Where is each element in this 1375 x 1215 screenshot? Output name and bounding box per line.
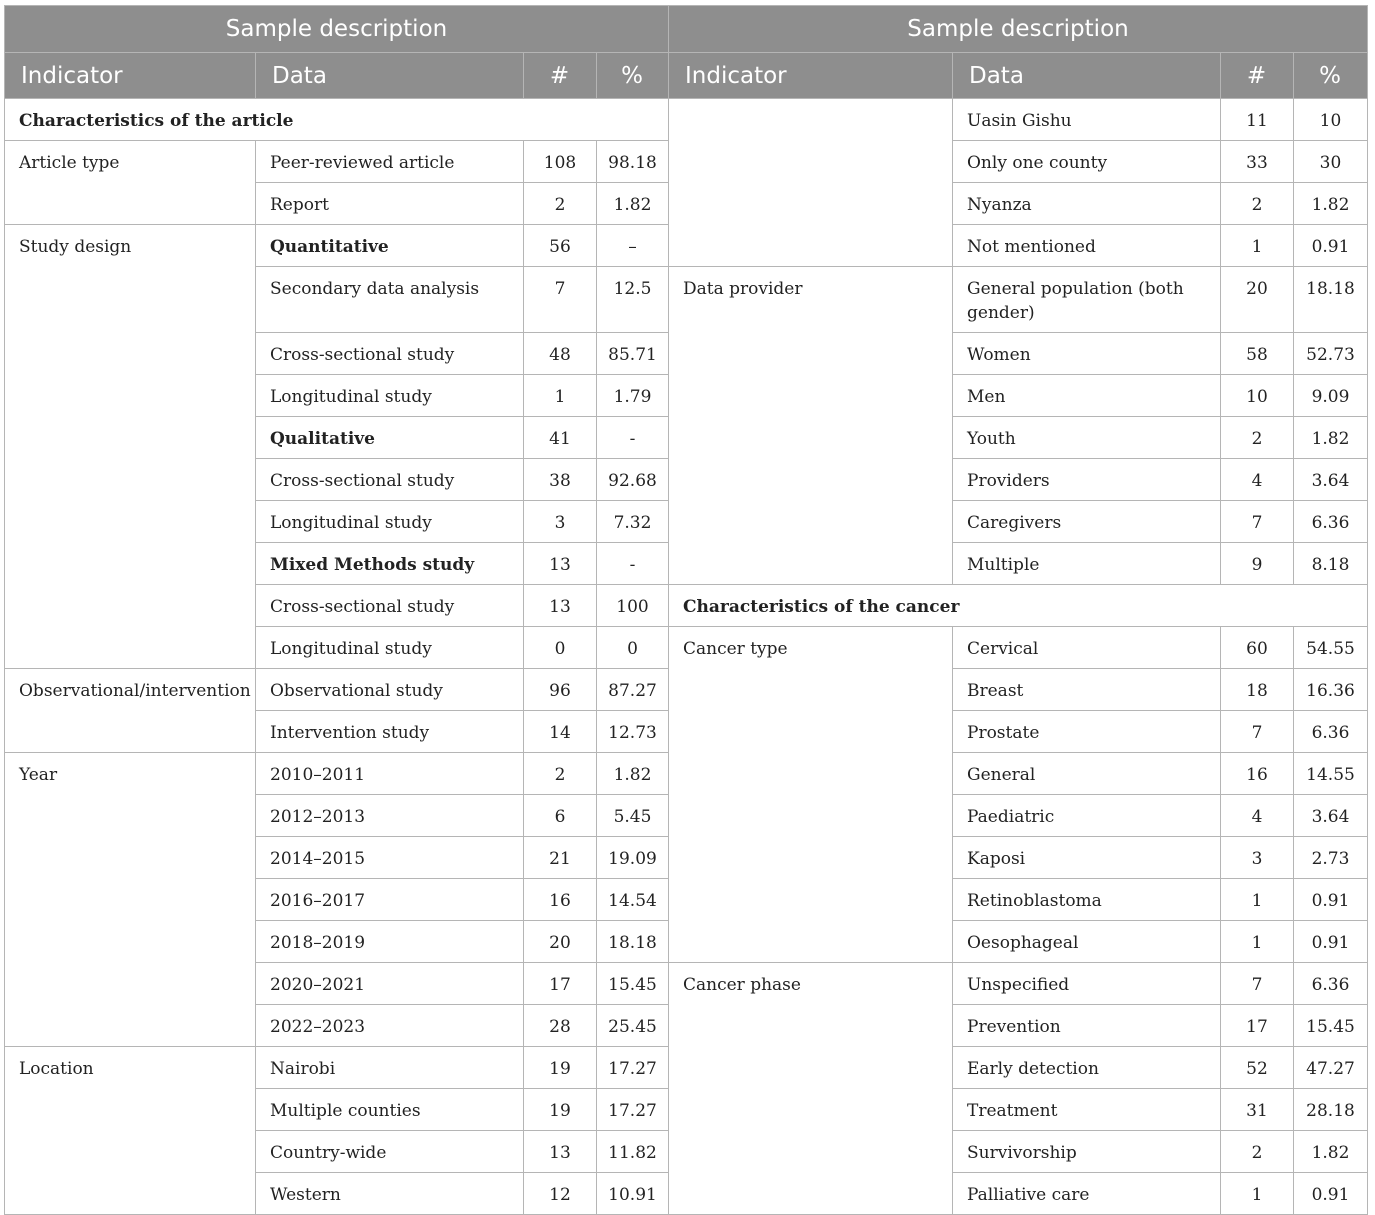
count-cell: 2 bbox=[1221, 417, 1294, 459]
count-cell: 13 bbox=[524, 543, 597, 585]
count-cell: 7 bbox=[1221, 963, 1294, 1005]
table-row bbox=[5, 99, 1368, 141]
data-cell: Prevention bbox=[953, 1005, 1221, 1047]
percent-cell: 1.82 bbox=[597, 753, 669, 795]
count-cell: 58 bbox=[1221, 333, 1294, 375]
percent-cell: 6.36 bbox=[1294, 711, 1368, 753]
data-cell: Secondary data analysis bbox=[256, 267, 524, 333]
count-cell: 56 bbox=[524, 225, 597, 267]
count-cell: 12 bbox=[524, 1173, 597, 1215]
percent-cell: 7.32 bbox=[597, 501, 669, 543]
percent-cell: 47.27 bbox=[1294, 1047, 1368, 1089]
count-cell: 31 bbox=[1221, 1089, 1294, 1131]
count-cell: 1 bbox=[524, 375, 597, 417]
column-header-row bbox=[5, 53, 1368, 99]
data-cell: Prostate bbox=[953, 711, 1221, 753]
col-percent-right: % bbox=[1294, 53, 1368, 99]
percent-cell: 17.27 bbox=[597, 1047, 669, 1089]
count-cell: 4 bbox=[1221, 795, 1294, 837]
percent-cell: - bbox=[597, 417, 669, 459]
percent-cell: 52.73 bbox=[1294, 333, 1368, 375]
percent-cell: 12.73 bbox=[597, 711, 669, 753]
count-cell: 20 bbox=[524, 921, 597, 963]
count-cell: 18 bbox=[1221, 669, 1294, 711]
col-indicator-left: Indicator bbox=[5, 53, 256, 99]
data-cell: Western bbox=[256, 1173, 524, 1215]
data-cell: 2012–2013 bbox=[256, 795, 524, 837]
data-cell: Country-wide bbox=[256, 1131, 524, 1173]
percent-cell: 0.91 bbox=[1294, 225, 1368, 267]
data-cell: Survivorship bbox=[953, 1131, 1221, 1173]
percent-cell: 2.73 bbox=[1294, 837, 1368, 879]
percent-cell: 6.36 bbox=[1294, 501, 1368, 543]
col-indicator-right: Indicator bbox=[669, 53, 953, 99]
count-cell: 33 bbox=[1221, 141, 1294, 183]
data-cell: Early detection bbox=[953, 1047, 1221, 1089]
count-cell: 0 bbox=[524, 627, 597, 669]
percent-cell: 1.82 bbox=[1294, 1131, 1368, 1173]
indicator-cell: Location bbox=[5, 1047, 256, 1215]
col-percent-left: % bbox=[597, 53, 669, 99]
percent-cell: 3.64 bbox=[1294, 795, 1368, 837]
data-cell: Cross-sectional study bbox=[256, 585, 524, 627]
count-cell: 3 bbox=[524, 501, 597, 543]
data-cell: 2010–2011 bbox=[256, 753, 524, 795]
count-cell: 6 bbox=[524, 795, 597, 837]
indicator-cell: Cancer type bbox=[669, 627, 953, 963]
data-cell: Longitudinal study bbox=[256, 501, 524, 543]
count-cell: 96 bbox=[524, 669, 597, 711]
data-cell: Youth bbox=[953, 417, 1221, 459]
data-cell: Uasin Gishu bbox=[953, 99, 1221, 141]
percent-cell: 54.55 bbox=[1294, 627, 1368, 669]
percent-cell: 0.91 bbox=[1294, 879, 1368, 921]
percent-cell: 1.82 bbox=[1294, 183, 1368, 225]
count-cell: 9 bbox=[1221, 543, 1294, 585]
percent-cell: 10 bbox=[1294, 99, 1368, 141]
data-cell: Nairobi bbox=[256, 1047, 524, 1089]
percent-cell: 16.36 bbox=[1294, 669, 1368, 711]
count-cell: 7 bbox=[524, 267, 597, 333]
count-cell: 13 bbox=[524, 585, 597, 627]
col-count-left: # bbox=[524, 53, 597, 99]
data-cell: Intervention study bbox=[256, 711, 524, 753]
data-cell: Caregivers bbox=[953, 501, 1221, 543]
section-heading: Characteristics of the article bbox=[5, 99, 669, 141]
count-cell: 28 bbox=[524, 1005, 597, 1047]
percent-cell: 92.68 bbox=[597, 459, 669, 501]
data-cell: Only one county bbox=[953, 141, 1221, 183]
indicator-cell: Observational/intervention bbox=[5, 669, 256, 753]
percent-cell: 100 bbox=[597, 585, 669, 627]
percent-cell: 18.18 bbox=[1294, 267, 1368, 333]
count-cell: 21 bbox=[524, 837, 597, 879]
count-cell: 2 bbox=[524, 183, 597, 225]
data-cell: Multiple bbox=[953, 543, 1221, 585]
count-cell: 108 bbox=[524, 141, 597, 183]
percent-cell: 18.18 bbox=[597, 921, 669, 963]
data-cell: Cross-sectional study bbox=[256, 333, 524, 375]
data-cell: Oesophageal bbox=[953, 921, 1221, 963]
group-title-left: Sample description bbox=[5, 6, 669, 53]
percent-cell: 15.45 bbox=[1294, 1005, 1368, 1047]
data-cell: Men bbox=[953, 375, 1221, 417]
data-cell: 2014–2015 bbox=[256, 837, 524, 879]
data-cell: Peer-reviewed article bbox=[256, 141, 524, 183]
percent-cell: 6.36 bbox=[1294, 963, 1368, 1005]
count-cell: 11 bbox=[1221, 99, 1294, 141]
percent-cell: – bbox=[597, 225, 669, 267]
count-cell: 48 bbox=[524, 333, 597, 375]
data-cell: Longitudinal study bbox=[256, 375, 524, 417]
col-data-left: Data bbox=[256, 53, 524, 99]
data-cell: 2016–2017 bbox=[256, 879, 524, 921]
data-cell: Quantitative bbox=[256, 225, 524, 267]
count-cell: 19 bbox=[524, 1047, 597, 1089]
percent-cell: 87.27 bbox=[597, 669, 669, 711]
data-cell: Paediatric bbox=[953, 795, 1221, 837]
percent-cell: 9.09 bbox=[1294, 375, 1368, 417]
count-cell: 10 bbox=[1221, 375, 1294, 417]
data-cell: Providers bbox=[953, 459, 1221, 501]
count-cell: 20 bbox=[1221, 267, 1294, 333]
count-cell: 2 bbox=[1221, 1131, 1294, 1173]
percent-cell: 17.27 bbox=[597, 1089, 669, 1131]
data-cell: Nyanza bbox=[953, 183, 1221, 225]
data-cell: Observational study bbox=[256, 669, 524, 711]
percent-cell: 0 bbox=[597, 627, 669, 669]
count-cell: 13 bbox=[524, 1131, 597, 1173]
count-cell: 14 bbox=[524, 711, 597, 753]
data-cell: Unspecified bbox=[953, 963, 1221, 1005]
data-cell: 2018–2019 bbox=[256, 921, 524, 963]
sample-description-table bbox=[4, 5, 1368, 1215]
percent-cell: 25.45 bbox=[597, 1005, 669, 1047]
data-cell: Longitudinal study bbox=[256, 627, 524, 669]
percent-cell: 14.54 bbox=[597, 879, 669, 921]
data-cell: 2022–2023 bbox=[256, 1005, 524, 1047]
percent-cell: 19.09 bbox=[597, 837, 669, 879]
percent-cell: 30 bbox=[1294, 141, 1368, 183]
data-cell: General bbox=[953, 753, 1221, 795]
count-cell: 1 bbox=[1221, 1173, 1294, 1215]
percent-cell: 1.82 bbox=[1294, 417, 1368, 459]
section-heading: Characteristics of the cancer bbox=[669, 585, 1368, 627]
count-cell: 4 bbox=[1221, 459, 1294, 501]
indicator-cell bbox=[669, 99, 953, 267]
count-cell: 60 bbox=[1221, 627, 1294, 669]
data-cell: Kaposi bbox=[953, 837, 1221, 879]
count-cell: 7 bbox=[1221, 501, 1294, 543]
count-cell: 1 bbox=[1221, 921, 1294, 963]
percent-cell: 98.18 bbox=[597, 141, 669, 183]
count-cell: 2 bbox=[524, 753, 597, 795]
data-cell: Treatment bbox=[953, 1089, 1221, 1131]
percent-cell: 85.71 bbox=[597, 333, 669, 375]
count-cell: 1 bbox=[1221, 225, 1294, 267]
count-cell: 16 bbox=[1221, 753, 1294, 795]
count-cell: 16 bbox=[524, 879, 597, 921]
data-cell: Multiple counties bbox=[256, 1089, 524, 1131]
percent-cell: 5.45 bbox=[597, 795, 669, 837]
count-cell: 41 bbox=[524, 417, 597, 459]
data-cell: Report bbox=[256, 183, 524, 225]
count-cell: 3 bbox=[1221, 837, 1294, 879]
count-cell: 1 bbox=[1221, 879, 1294, 921]
indicator-cell: Cancer phase bbox=[669, 963, 953, 1215]
data-cell: Breast bbox=[953, 669, 1221, 711]
group-title-right: Sample description bbox=[669, 6, 1368, 53]
count-cell: 19 bbox=[524, 1089, 597, 1131]
indicator-cell: Study design bbox=[5, 225, 256, 669]
data-cell: Not mentioned bbox=[953, 225, 1221, 267]
percent-cell: - bbox=[597, 543, 669, 585]
count-cell: 2 bbox=[1221, 183, 1294, 225]
percent-cell: 15.45 bbox=[597, 963, 669, 1005]
count-cell: 38 bbox=[524, 459, 597, 501]
percent-cell: 28.18 bbox=[1294, 1089, 1368, 1131]
indicator-cell: Article type bbox=[5, 141, 256, 225]
percent-cell: 8.18 bbox=[1294, 543, 1368, 585]
data-cell: Cervical bbox=[953, 627, 1221, 669]
data-cell: Cross-sectional study bbox=[256, 459, 524, 501]
percent-cell: 14.55 bbox=[1294, 753, 1368, 795]
data-cell: Qualitative bbox=[256, 417, 524, 459]
col-data-right: Data bbox=[953, 53, 1221, 99]
percent-cell: 1.79 bbox=[597, 375, 669, 417]
data-cell: 2020–2021 bbox=[256, 963, 524, 1005]
count-cell: 17 bbox=[1221, 1005, 1294, 1047]
percent-cell: 0.91 bbox=[1294, 1173, 1368, 1215]
count-cell: 17 bbox=[524, 963, 597, 1005]
indicator-cell: Data provider bbox=[669, 267, 953, 585]
data-cell: Women bbox=[953, 333, 1221, 375]
data-cell: Retinoblastoma bbox=[953, 879, 1221, 921]
data-cell: Mixed Methods study bbox=[256, 543, 524, 585]
percent-cell: 10.91 bbox=[597, 1173, 669, 1215]
group-header-row bbox=[5, 6, 1368, 53]
count-cell: 7 bbox=[1221, 711, 1294, 753]
percent-cell: 11.82 bbox=[597, 1131, 669, 1173]
data-cell: Palliative care bbox=[953, 1173, 1221, 1215]
col-count-right: # bbox=[1221, 53, 1294, 99]
count-cell: 52 bbox=[1221, 1047, 1294, 1089]
indicator-cell: Year bbox=[5, 753, 256, 1047]
data-cell: General population (both gender) bbox=[953, 267, 1221, 333]
percent-cell: 0.91 bbox=[1294, 921, 1368, 963]
percent-cell: 12.5 bbox=[597, 267, 669, 333]
percent-cell: 1.82 bbox=[597, 183, 669, 225]
percent-cell: 3.64 bbox=[1294, 459, 1368, 501]
